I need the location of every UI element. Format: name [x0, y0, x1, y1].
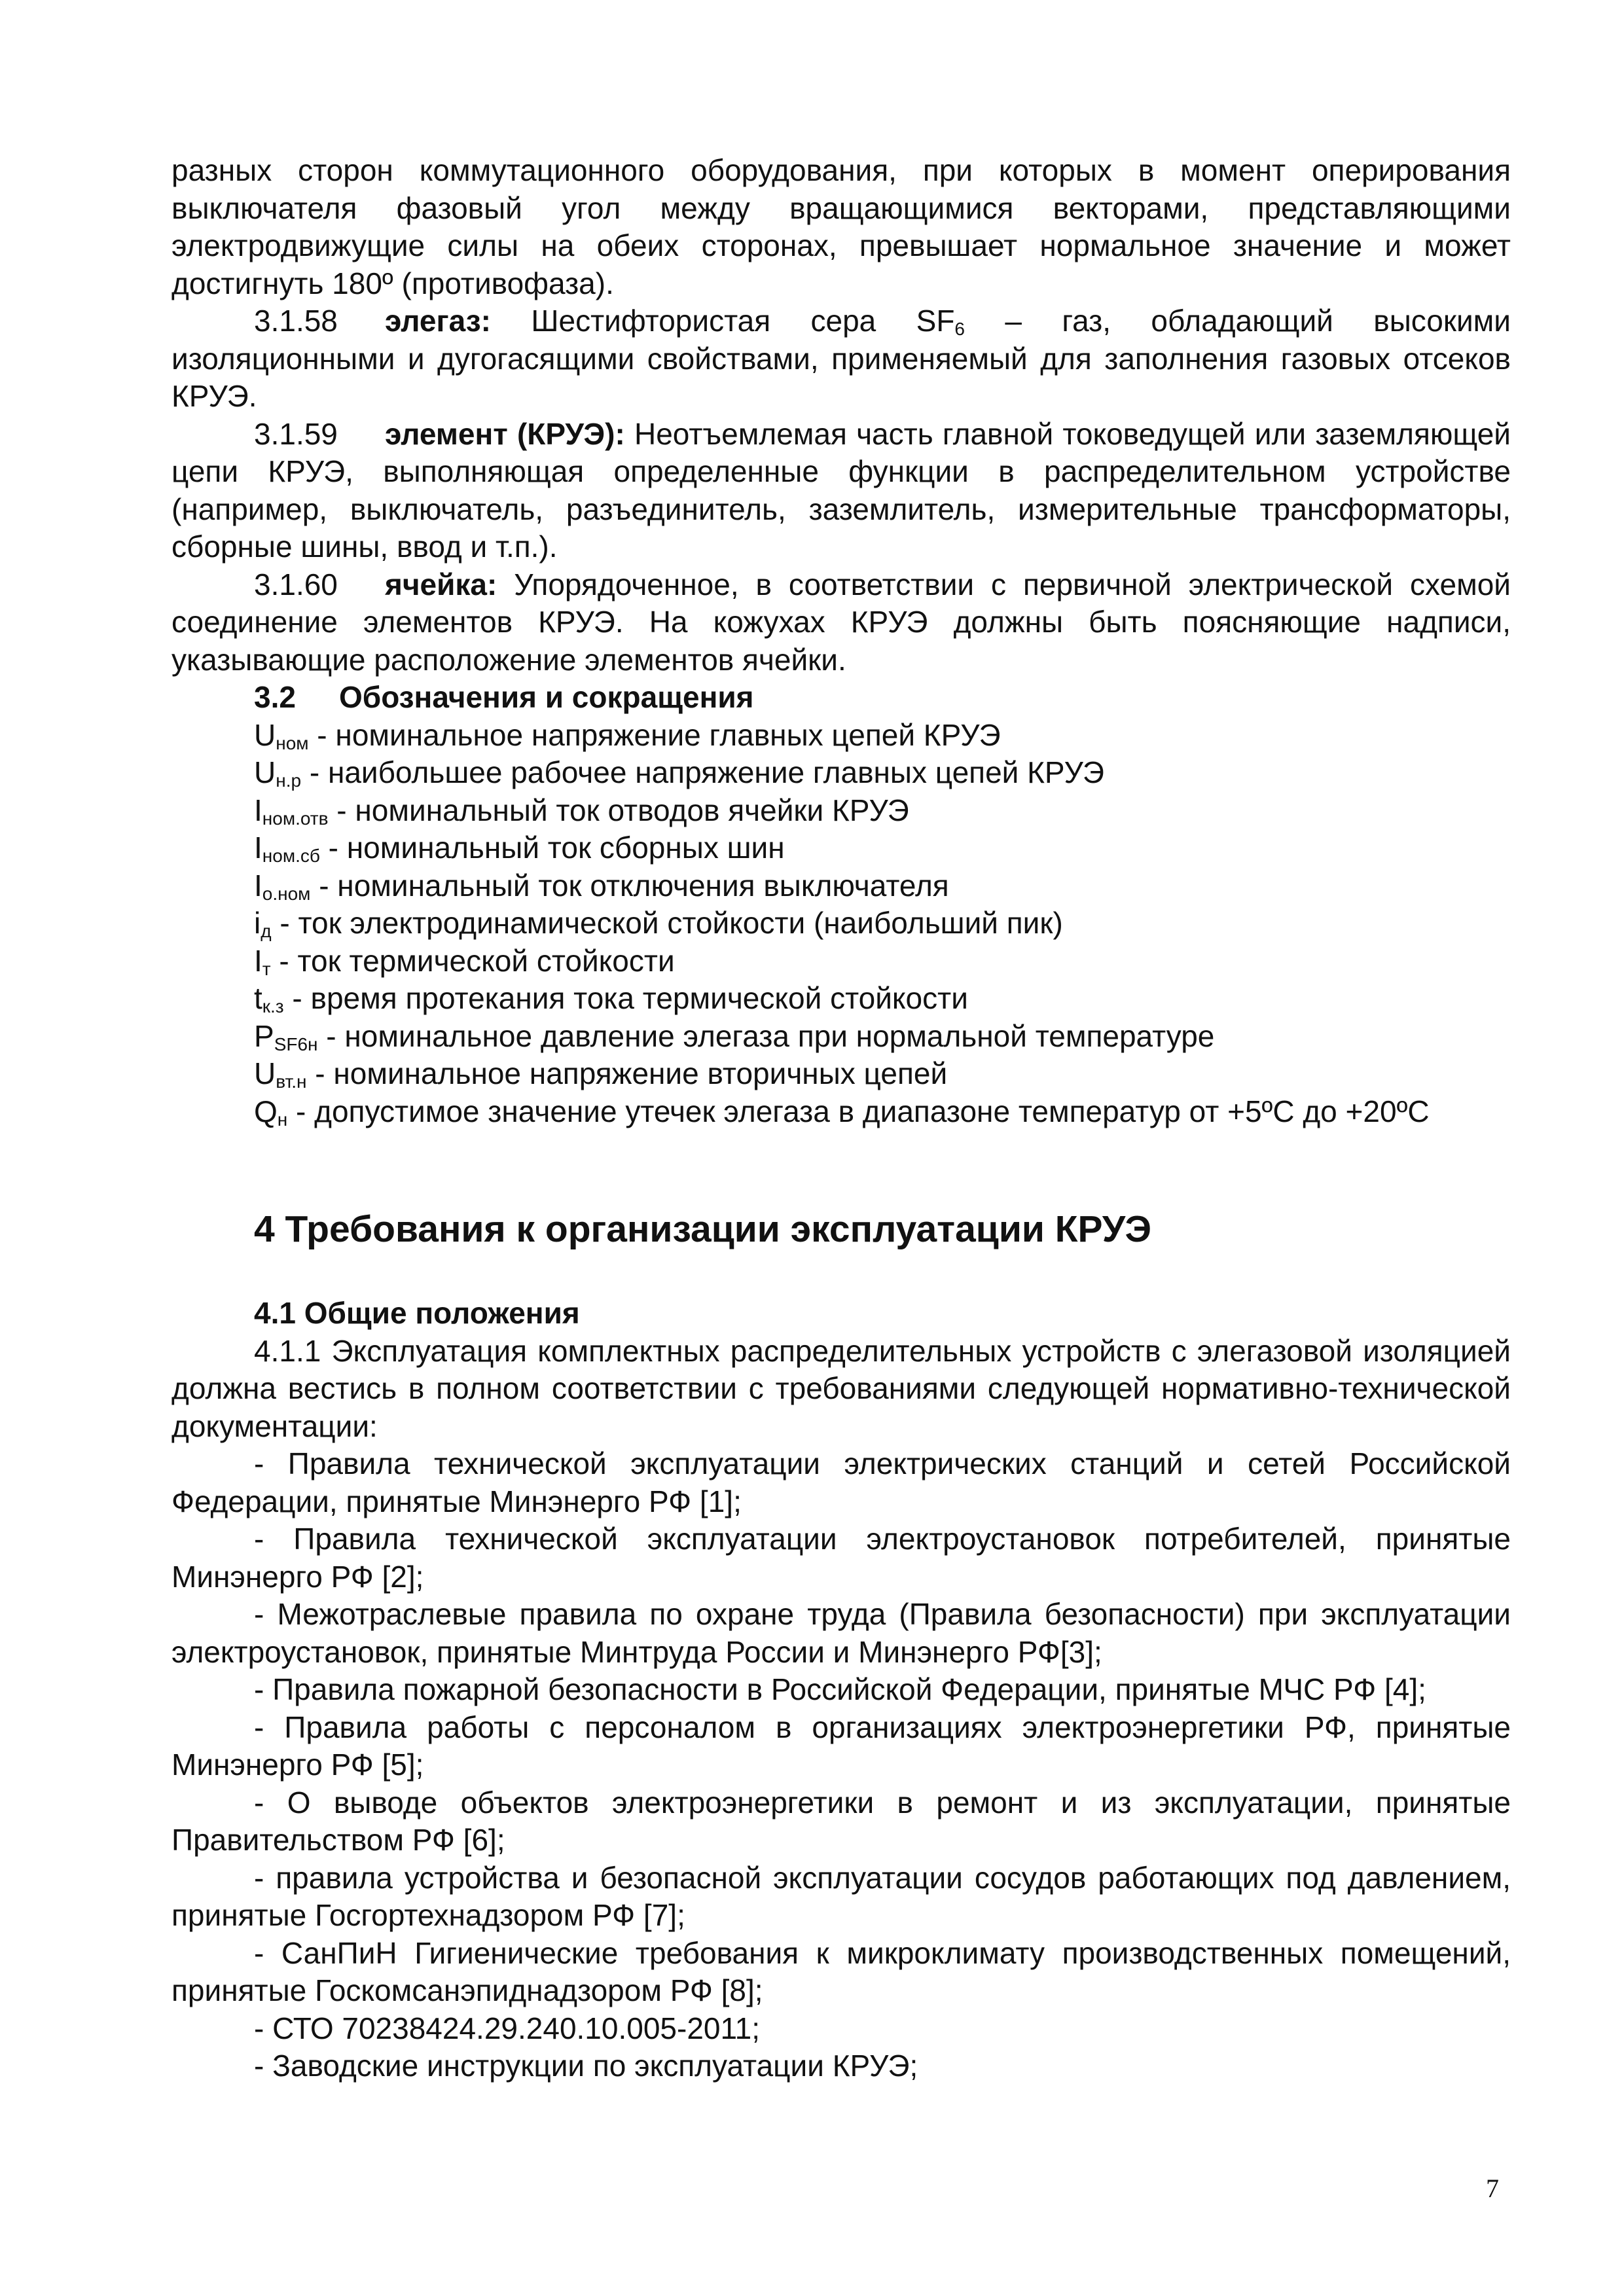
symbol-line-q — [171, 1093, 1511, 1131]
symbol-base: I — [254, 868, 262, 903]
symbol-base: i — [254, 906, 261, 940]
definition-text: – газ, обладающий высокими изоляционными и дугогасящими свойствами, применяемый для заполнения газовых отсеков КРУЭ. — [171, 304, 1511, 413]
symbol-description: - допустимое значение утечек элегаза в диапазоне температур от +5ºС до +20ºС — [287, 1094, 1430, 1128]
doc-list-item: - Правила пожарной безопасности в Российской Федерации, принятые МЧС РФ [4]; — [254, 1672, 1426, 1706]
definition-number: 3.1.58 — [254, 304, 338, 338]
symbol-line — [171, 980, 1511, 1018]
symbol-subscript: ном.отв — [262, 808, 329, 829]
symbol-base: P — [254, 1018, 274, 1053]
lower-block — [171, 1295, 1511, 2085]
symbol-line — [171, 792, 1511, 830]
symbol-subscript: ном.сб — [262, 846, 320, 866]
definition-term: ячейка: — [385, 567, 497, 601]
symbol-base: U — [254, 717, 276, 752]
symbol-subscript: н.р — [276, 770, 302, 791]
doc-list-item: - Правила работы с персоналом в организациях электроэнергетики РФ, принятые Минэнерго РФ [5]; — [171, 1710, 1511, 1782]
doc-list-item: - Правила технической эксплуатации электроустановок потребителей, принятые Минэнерго РФ [2]; — [171, 1522, 1511, 1594]
intro-paragraph: разных сторон коммутационного оборудования, при которых в момент оперирования выключателя фазовый угол между вращающимися векторами, представляющими электродвижущие силы на обеих сторонах, превышает нормальное значение и может достигнуть 180º (противофаза). — [171, 153, 1511, 300]
symbol-line — [171, 867, 1511, 905]
upper-block — [171, 152, 1511, 1130]
symbol-subscript: о.ном — [262, 883, 311, 904]
symbol-base: I — [254, 943, 262, 978]
symbol-base: t — [254, 981, 262, 1015]
doc-list-item: - О выводе объектов электроэнергетики в ремонт и из эксплуатации, принятые Правительством РФ [6]; — [171, 1785, 1511, 1857]
page-number: 7 — [1486, 2174, 1499, 2203]
symbol-line — [171, 1018, 1511, 1056]
definition-text: Упорядоченное, в соответствии с первичной электрической схемой соединение элементов КРУЭ. На кожухах КРУЭ должны быть поясняющие надписи, указывающие расположение элементов ячейки. — [171, 567, 1511, 677]
symbol-base: I — [254, 793, 262, 827]
definition-term: элегаз: — [385, 304, 491, 338]
symbol-subscript: т — [262, 958, 271, 979]
symbol-description: - ток термической стойкости — [270, 943, 675, 978]
symbol-subscript: ном — [276, 732, 309, 753]
definition-subscript: 6 — [954, 319, 965, 339]
doc-list-item: - правила устройства и безопасной эксплуатации сосудов работающих под давлением, принятые Госгортехнадзором РФ [7]; — [171, 1860, 1511, 1932]
doc-list-item: - Правила технической эксплуатации электрических станций и сетей Российской Федерации, принятые Минэнерго РФ [1]; — [171, 1446, 1511, 1518]
symbol-description: - время протекания тока термической стойкости — [283, 981, 968, 1015]
definition-text-part: Шестифтористая сера SF — [490, 304, 955, 338]
symbol-base: U — [254, 755, 276, 789]
symbol-description: - номинальный ток сборных шин — [319, 831, 785, 865]
section-title: Обозначения и сокращения — [339, 680, 754, 714]
doc-list-item: - Заводские инструкции по эксплуатации КРУЭ; — [254, 2049, 918, 2083]
section-4-heading: 4 Требования к организации эксплуатации КРУЭ — [254, 1208, 1152, 1250]
definition-3-1-58 — [171, 302, 1511, 416]
paragraph-4-1-1: 4.1.1 Эксплуатация комплектных распределительных устройств с элегазовой изоляцией должна вестись в полном соответствии с требованиями следующей нормативно-технической документации: — [171, 1333, 1511, 1443]
symbol-base: Q — [254, 1094, 278, 1128]
symbol-description: - номинальное напряжение главных цепей КРУЭ — [308, 717, 1001, 752]
symbol-base: U — [254, 1056, 276, 1090]
definition-number: 3.1.59 — [254, 416, 338, 451]
doc-list-item: - СТО 70238424.29.240.10.005-2011; — [254, 2011, 761, 2045]
section-number: 3.2 — [254, 680, 296, 714]
symbol-subscript: вт.н — [276, 1071, 307, 1092]
definition-text: Неотъемлемая часть главной токоведущей или заземляющей цепи КРУЭ, выполняющая определенные функции в распределительном устройстве (например, выключатель, разъединитель, заземлитель, измерительные трансформаторы, сборные шины, ввод и т.п.). — [171, 416, 1511, 564]
doc-list-item: - Межотраслевые правила по охране труда (Правила безопасности) при эксплуатации электроустановок, принятые Минтруда России и Минэнерго РФ[3]; — [171, 1597, 1511, 1669]
symbol-description: - номинальный ток отключения выключателя — [310, 868, 949, 903]
symbol-description: - номинальное напряжение вторичных цепей — [306, 1056, 948, 1090]
symbol-description: - наибольшее рабочее напряжение главных цепей КРУЭ — [301, 755, 1104, 789]
section-4-1-heading: 4.1 Общие положения — [254, 1296, 580, 1330]
symbol-line — [171, 829, 1511, 867]
symbol-description: - номинальное давление элегаза при нормальной температуре — [317, 1018, 1215, 1053]
symbol-line — [171, 942, 1511, 980]
symbol-subscript: н — [277, 1109, 288, 1130]
symbol-line — [171, 717, 1511, 755]
section-3-2-heading — [171, 679, 1511, 717]
symbol-subscript: д — [261, 921, 272, 941]
symbol-description: - ток электродинамической стойкости (наибольший пик) — [271, 906, 1063, 940]
symbol-line — [171, 905, 1511, 942]
definition-3-1-59 — [171, 416, 1511, 566]
doc-list-item: - СанПиН Гигиенические требования к микроклимату производственных помещений, принятые Госкомсанэпиднадзором РФ [8]; — [171, 1935, 1511, 2007]
definition-number: 3.1.60 — [254, 567, 338, 601]
definition-3-1-60 — [171, 566, 1511, 679]
symbol-base: I — [254, 831, 262, 865]
definition-term: элемент (КРУЭ): — [385, 416, 625, 451]
symbol-line — [171, 1055, 1511, 1093]
symbol-subscript: к.з — [262, 996, 284, 1016]
symbol-line — [171, 754, 1511, 792]
symbol-description: - номинальный ток отводов ячейки КРУЭ — [328, 793, 909, 827]
symbol-subscript: SF6н — [274, 1033, 318, 1054]
